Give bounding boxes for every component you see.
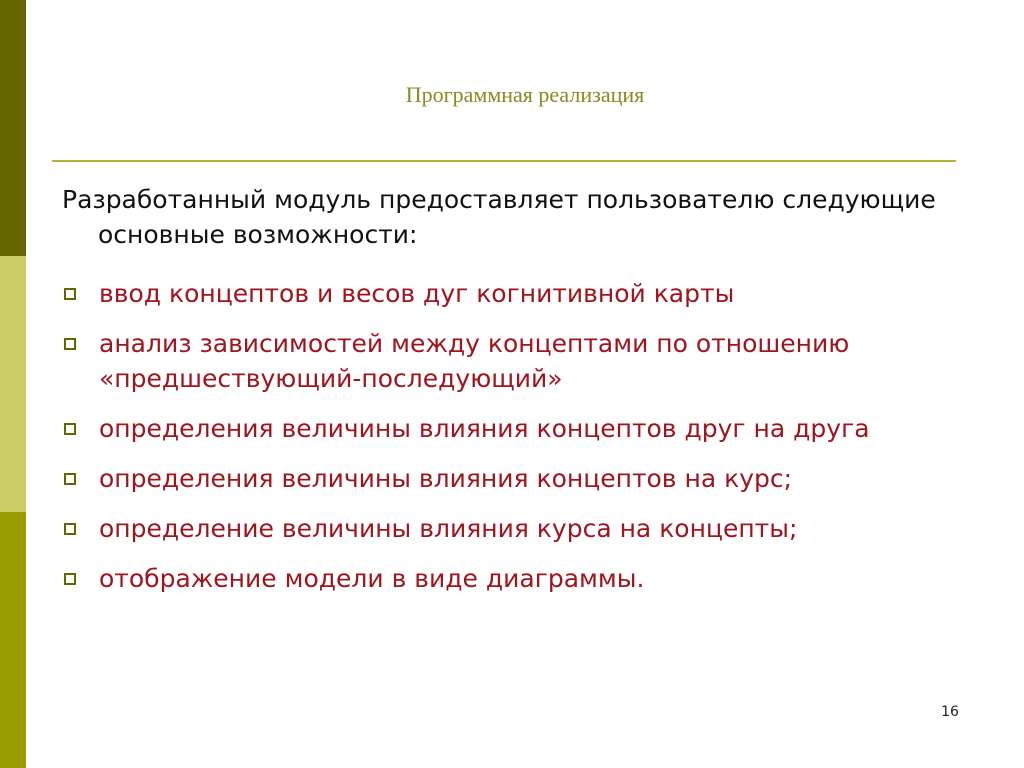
slide-title: Программная реализация (405, 82, 645, 107)
bullet-text: ввод концептов и весов дуг когнитивной карты (99, 279, 735, 308)
bullet-item (62, 461, 992, 496)
bullet-text: анализ зависимостей между концептами по отношению «предшествующий-последующий» (99, 329, 850, 393)
bullet-item (62, 326, 992, 396)
hollow-square-icon (64, 338, 76, 350)
sidebar-band-top (0, 0, 26, 256)
bullet-text: отображение модели в виде диаграммы. (99, 564, 645, 593)
bullet-item (62, 511, 992, 546)
bullet-text: определения величины влияния концептов друг на друга (99, 414, 870, 443)
hollow-square-icon (64, 473, 76, 485)
bullet-text: определения величины влияния концептов на курс; (99, 464, 793, 493)
bullet-item (62, 411, 992, 446)
bullet-item (62, 561, 992, 596)
page-number: 16 (941, 704, 959, 720)
bullet-list (62, 276, 992, 611)
hollow-square-icon (64, 573, 76, 585)
bullet-text: определение величины влияния курса на концепты; (99, 514, 798, 543)
hollow-square-icon (64, 423, 76, 435)
hollow-square-icon (64, 288, 76, 300)
title-divider (52, 160, 956, 162)
sidebar-band-bottom (0, 512, 26, 768)
sidebar-band-middle (0, 256, 26, 512)
intro-text: Разработанный модуль предоставляет пользователю следующие основные возможности: (62, 185, 936, 249)
bullet-item (62, 276, 992, 311)
hollow-square-icon (64, 523, 76, 535)
